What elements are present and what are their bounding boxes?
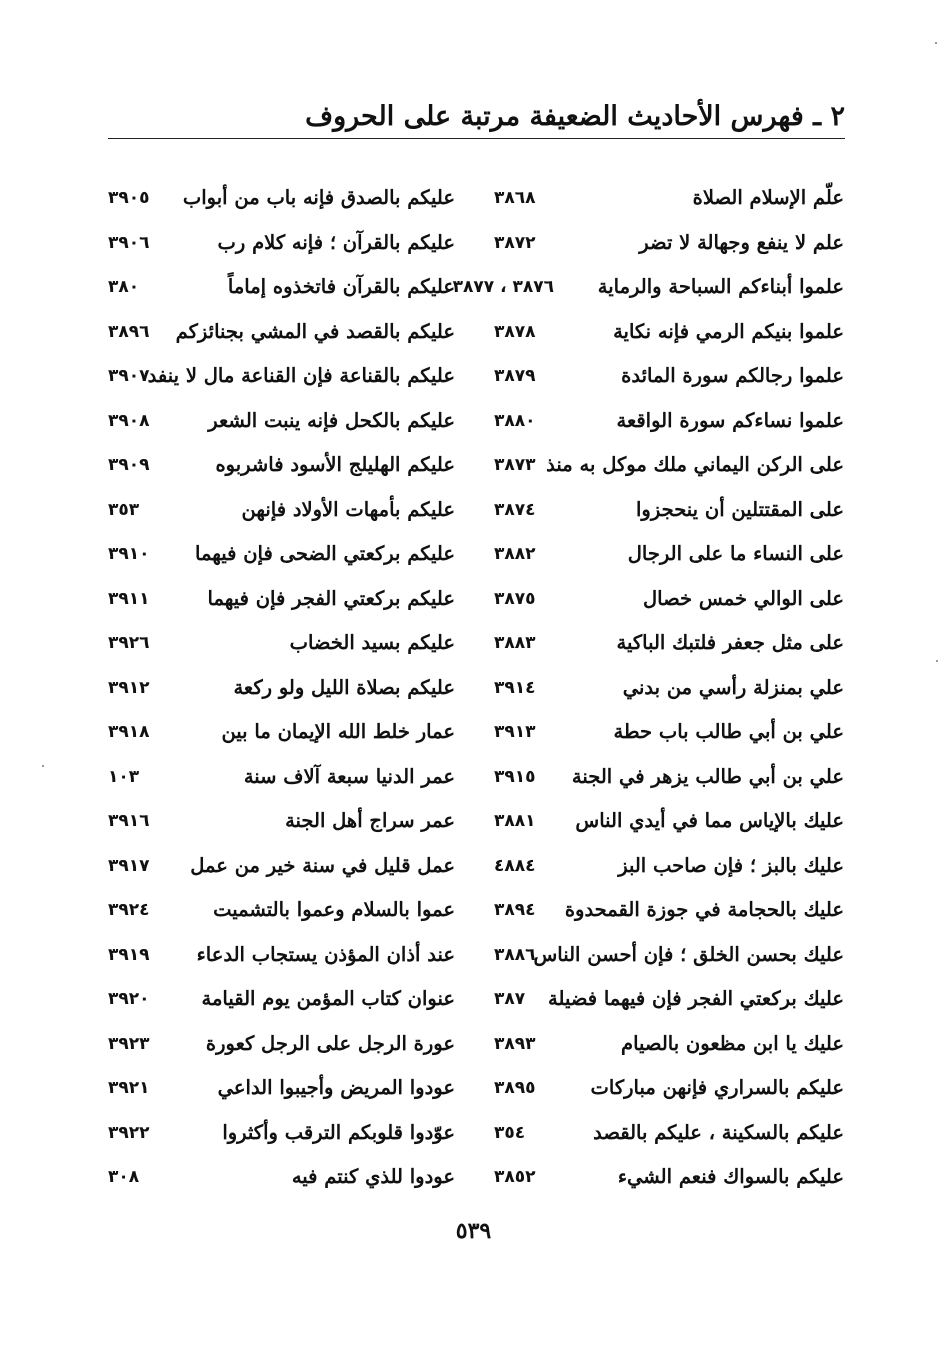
index-row	[0, 977, 947, 1022]
index-row	[0, 1022, 947, 1067]
index-row	[0, 710, 947, 755]
left-entry-text: عورة الرجل على الرجل كعورة	[205, 1031, 455, 1055]
right-entry-number: ٣٨٧٤	[494, 499, 536, 520]
left-entry-text: عليكم الهليلج الأسود فاشربوه	[215, 453, 455, 476]
right-entry-text: عليكم بالسواك فنعم الشيء	[617, 1165, 844, 1188]
left-entry-text: عليكم بأمهات الأولاد فإنهن	[241, 497, 455, 521]
page-header-title: ٢ ـ فهرس الأحاديث الضعيفة مرتبة على الحروف	[305, 101, 845, 132]
left-entry-number: ٣٩٢٦	[108, 633, 150, 653]
left-entry-number: ٣٩٠٩	[108, 455, 150, 475]
header-rule	[108, 138, 845, 139]
right-entry-text: عليكم بالسكينة ، عليكم بالقصد	[593, 1120, 844, 1144]
right-entry-number: ٣٨٨١	[494, 811, 536, 831]
left-entry-text: عليكم بسيد الخضاب	[289, 631, 455, 654]
left-entry-number: ٣٨٩٦	[108, 321, 150, 342]
left-entry-number: ٣٩٠٨	[108, 410, 150, 431]
right-entry-number: ٣٨٦٨	[494, 188, 536, 208]
index-row	[0, 933, 947, 978]
right-entry-text: عليك بالبز ؛ فإن صاحب البز	[618, 853, 844, 877]
left-entry-text: عمر سراج أهل الجنة	[285, 809, 455, 832]
index-row	[0, 1066, 947, 1111]
right-entry-number: ٣٨٨٣	[494, 633, 536, 653]
right-entry-number: ٣٥٤	[494, 1122, 526, 1143]
right-entry-text: عليك بالإياس مما في أيدي الناس	[575, 809, 844, 832]
index-row	[0, 844, 947, 889]
left-entry-number: ٣٩١٧	[108, 855, 150, 876]
left-entry-number: ٣٩٢٠	[108, 989, 150, 1009]
left-entry-text: عودوا للذي كنتم فيه	[291, 1165, 455, 1188]
left-entry-number: ٣٩٠٧	[108, 366, 150, 386]
index-row	[0, 888, 947, 933]
left-entry-text: عمر الدنيا سبعة آلاف سنة	[243, 764, 455, 788]
right-entry-number: ٣٨٧٢	[494, 232, 536, 253]
left-entry-text: عليكم بالقصد في المشي بجنائزكم	[175, 319, 455, 343]
right-entry-text: على النساء ما على الرجال	[627, 542, 844, 565]
left-entry-number: ٣٩١٠	[108, 544, 150, 564]
right-entry-text: على مثل جعفر فلتبك الباكية	[616, 631, 844, 654]
left-entry-number: ٣٩١٩	[108, 944, 150, 965]
index-row	[0, 666, 947, 711]
right-entry-text: علموا بنيكم الرمي فإنه نكاية	[613, 319, 844, 343]
index-row	[0, 755, 947, 800]
left-entry-number: ٣٩٢١	[108, 1078, 150, 1098]
left-entry-text: عنوان كتاب المؤمن يوم القيامة	[201, 987, 455, 1010]
page-number: ٥٣٩	[455, 1218, 492, 1244]
left-entry-text: عليكم بالقناعة فإن القناعة مال لا ينفد	[147, 364, 455, 387]
index-row	[0, 799, 947, 844]
right-entry-text: علّم الإسلام الصلاة	[692, 186, 844, 209]
right-entry-text: علي بن أبي طالب باب حطة	[613, 720, 844, 743]
right-entry-text: عليك بحسن الخلق ؛ فإن أحسن الناس	[533, 942, 844, 966]
left-entry-number: ٣٩١٦	[108, 811, 150, 831]
left-entry-text: عليكم بركعتي الضحى فإن فيهما	[195, 542, 455, 565]
left-entry-number: ٣٠٨	[108, 1167, 140, 1187]
right-entry-number: ٣٨٧	[494, 989, 526, 1009]
right-entry-text: عليك يا ابن مظعون بالصيام	[621, 1031, 844, 1055]
left-entry-text: عند أذان المؤذن يستجاب الدعاء	[196, 942, 455, 966]
right-entry-number: ٣٨٧٣	[494, 455, 536, 475]
left-entry-text: عوّدوا قلوبكم الترقب وأكثروا	[222, 1120, 455, 1144]
right-entry-text: عليكم بالسراري فإنهن مباركات	[590, 1076, 844, 1099]
scan-speck	[936, 660, 938, 662]
scan-speck	[935, 42, 937, 44]
index-row	[0, 265, 947, 310]
right-entry-text: علموا نساءكم سورة الواقعة	[616, 408, 844, 432]
right-entry-text: على المقتتلين أن ينحجزوا	[636, 497, 844, 521]
right-entry-number: ٣٩١٤	[494, 677, 536, 698]
right-entry-number: ٣٨٩٣	[494, 1033, 536, 1054]
left-entry-number: ٣٩١٨	[108, 722, 150, 742]
right-entry-text: عليك بالحجامة في جوزة القمحدوة	[564, 898, 844, 921]
right-entry-text: على الركن اليماني ملك موكل به منذ	[546, 453, 844, 476]
left-entry-number: ٣٩٢٣	[108, 1033, 150, 1054]
left-entry-number: ٣٩٠٦	[108, 232, 150, 253]
left-entry-number: ٣٩١١	[108, 588, 150, 609]
right-entry-number: ٣٨٧٦ ، ٣٨٧٧	[452, 277, 554, 297]
left-entry-number: ٣٩٢٢	[108, 1122, 150, 1143]
right-entry-text: علم لا ينفع وجهالة لا تضر	[639, 230, 844, 254]
right-entry-number: ٤٨٨٤	[494, 855, 536, 876]
index-row	[0, 1111, 947, 1156]
left-entry-text: عليكم بصلاة الليل ولو ركعة	[233, 675, 455, 699]
right-entry-number: ٣٩١٥	[494, 766, 536, 787]
right-entry-text: علموا أبناءكم السباحة والرماية	[597, 275, 844, 298]
right-entry-number: ٣٨٥٢	[494, 1167, 536, 1187]
right-entry-number: ٣٨٧٨	[494, 321, 536, 342]
right-entry-number: ٣٨٧٩	[494, 366, 536, 386]
left-entry-text: عموا بالسلام وعموا بالتشميت	[213, 898, 455, 921]
left-entry-text: عليكم بالقرآن فاتخذوه إماماً	[227, 275, 455, 298]
right-entry-number: ٣٨٧٥	[494, 588, 536, 609]
right-entry-text: على الوالي خمس خصال	[642, 586, 844, 610]
index-row	[0, 488, 947, 533]
left-entry-text: عليكم بالصدق فإنه باب من أبواب	[182, 186, 455, 209]
index-row	[0, 443, 947, 488]
right-entry-text: علموا رجالكم سورة المائدة	[621, 364, 844, 387]
index-row	[0, 532, 947, 577]
left-entry-number: ١٠٣	[108, 766, 140, 787]
right-entry-number: ٣٨٨٢	[494, 544, 536, 564]
left-entry-text: عودوا المريض وأجيبوا الداعي	[217, 1076, 455, 1099]
left-entry-number: ٣٩١٢	[108, 677, 150, 698]
left-entry-number: ٣٨٠	[108, 277, 140, 297]
left-entry-text: عمار خلط الله الإيمان ما بين	[221, 720, 455, 743]
left-entry-text: عليكم بركعتي الفجر فإن فيهما	[207, 586, 455, 610]
right-entry-number: ٣٩١٣	[494, 722, 536, 742]
index-row	[0, 399, 947, 444]
index-row	[0, 176, 947, 221]
index-row	[0, 354, 947, 399]
left-entry-number: ٣٩٠٥	[108, 188, 150, 208]
left-entry-text: عليكم بالقرآن ؛ فإنه كلام رب	[217, 230, 455, 254]
index-table	[0, 176, 947, 1200]
right-entry-number: ٣٨٩٤	[494, 900, 536, 920]
right-entry-text: علي بمنزلة رأسي من بدني	[622, 675, 844, 699]
index-row	[0, 1155, 947, 1200]
right-entry-number: ٣٨٨٦	[494, 944, 536, 965]
index-row	[0, 577, 947, 622]
right-entry-number: ٣٨٨٠	[494, 410, 536, 431]
right-entry-text: علي بن أبي طالب يزهر في الجنة	[571, 764, 844, 788]
right-entry-text: عليك بركعتي الفجر فإن فيهما فضيلة	[548, 987, 844, 1010]
index-row	[0, 221, 947, 266]
right-entry-number: ٣٨٩٥	[494, 1078, 536, 1098]
index-row	[0, 310, 947, 355]
left-entry-number: ٣٩٢٤	[108, 900, 150, 920]
index-row	[0, 621, 947, 666]
left-entry-number: ٣٥٣	[108, 499, 140, 520]
left-entry-text: عليكم بالكحل فإنه ينبت الشعر	[208, 408, 455, 432]
scan-speck	[42, 765, 44, 767]
left-entry-text: عمل قليل في سنة خير من عمل	[190, 853, 455, 877]
